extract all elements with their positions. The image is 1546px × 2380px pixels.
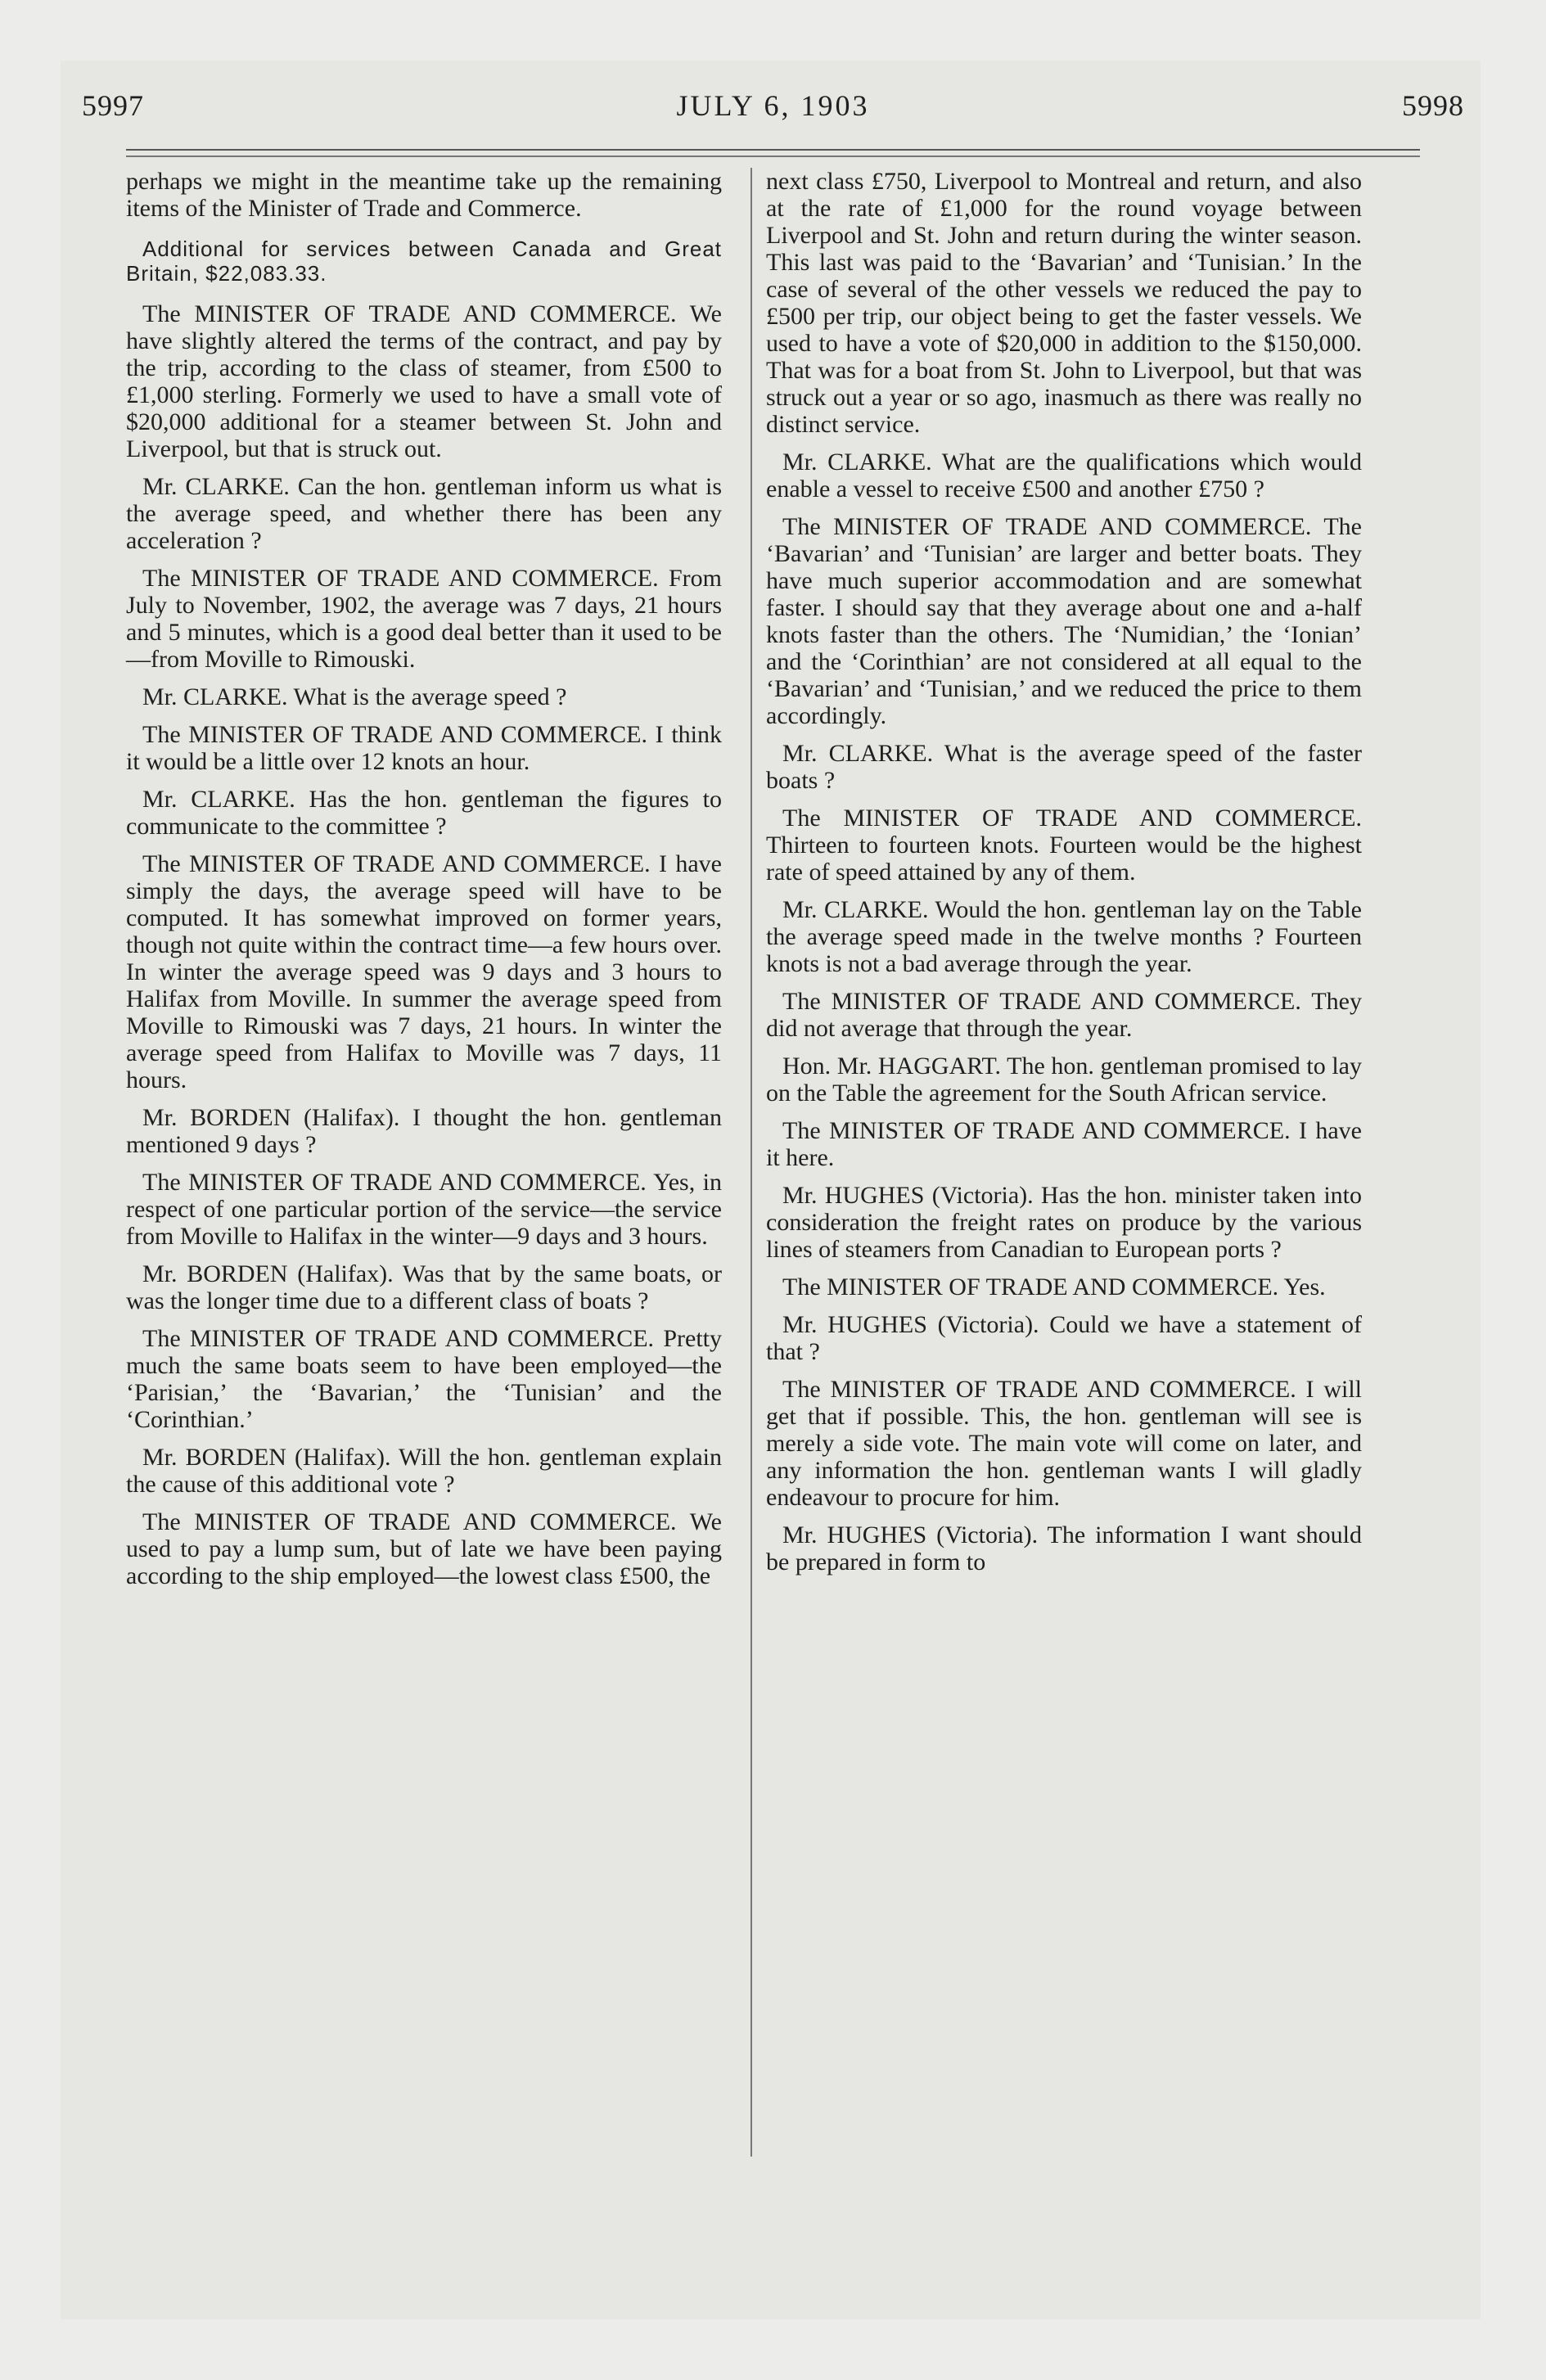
paragraph: Mr. HUGHES (Victoria). Could we have a statement of that ? [766, 1311, 1362, 1365]
paragraph: perhaps we might in the meantime take up the remaining items of the Minister of Trade and Commerce. [126, 168, 722, 222]
paragraph: Mr. CLARKE. Can the hon. gentleman inform us what is the average speed, and whether there has been any acceleration ? [126, 473, 722, 554]
paragraph: The MINISTER OF TRADE AND COMMERCE. I think it would be a little over 12 knots an hour. [126, 721, 722, 775]
paragraph: Mr. CLARKE. What are the qualifications which would enable a vessel to receive £500 and another £750 ? [766, 449, 1362, 503]
paragraph: Mr. HUGHES (Victoria). Has the hon. minister taken into consideration the freight rates on produce by the various lines of steamers from Canadian to European ports ? [766, 1182, 1362, 1263]
right-column [766, 168, 1362, 1586]
header-rule-second [126, 156, 1420, 157]
page-date: JULY 6, 1903 [676, 89, 870, 122]
paragraph: The MINISTER OF TRADE AND COMMERCE. Pretty much the same boats seem to have been employed—the ‘Parisian,’ the ‘Bavarian,’ the ‘Tunisian’ and the ‘Corinthian.’ [126, 1325, 722, 1433]
paragraph: Hon. Mr. HAGGART. The hon. gentleman promised to lay on the Table the agreement for the South African service. [766, 1053, 1362, 1107]
paragraph: next class £750, Liverpool to Montreal and return, and also at the rate of £1,000 for the round voyage between Liverpool and St. John and return during the winter season. This last was paid to the ‘Bavarian’ and ‘Tunisian.’ In the case of several of the other vessels we reduced the pay to £500 per trip, our object being to get the faster vessels. We used to have a vote of $20,000 in addition to the $150,000. That was for a boat from St. John to Liverpool, but that was struck out a year or so ago, inasmuch as there was really no distinct service. [766, 168, 1362, 438]
paragraph: Mr. CLARKE. What is the average speed of the faster boats ? [766, 740, 1362, 794]
paragraph: The MINISTER OF TRADE AND COMMERCE. They did not average that through the year. [766, 988, 1362, 1042]
paragraph: The MINISTER OF TRADE AND COMMERCE. I have simply the days, the average speed will have to be computed. It has somewhat improved on former years, though not quite within the contract time—a few hours over. In winter the average speed was 9 days and 3 hours to Halifax from Moville. In summer the average speed from Moville to Rimouski was 7 days, 21 hours. In winter the average speed from Halifax to Moville was 7 days, 11 hours. [126, 850, 722, 1093]
paragraph: The MINISTER OF TRADE AND COMMERCE. Thirteen to fourteen knots. Fourteen would be the highest rate of speed attained by any of them. [766, 805, 1362, 886]
page-header [65, 88, 1481, 137]
right-page-number: 5998 [1402, 89, 1464, 122]
paragraph: The MINISTER OF TRADE AND COMMERCE. We have slightly altered the terms of the contract, and pay by the trip, according to the class of steamer, from £500 to £1,000 sterling. Formerly we used to have a small vote of $20,000 additional for a steamer between St. John and Liverpool, but that is struck out. [126, 300, 722, 462]
left-page-number: 5997 [82, 89, 144, 122]
paragraph: Mr. CLARKE. Has the hon. gentleman the figures to communicate to the committee ? [126, 786, 722, 840]
paragraph: Mr. CLARKE. Would the hon. gentleman lay on the Table the average speed made in the twelve months ? Fourteen knots is not a bad average through the year. [766, 896, 1362, 977]
paragraph: The MINISTER OF TRADE AND COMMERCE. The ‘Bavarian’ and ‘Tunisian’ are larger and better boats. They have much superior accommodation and are somewhat faster. I should say that they average about one and a-half knots faster than the others. The ‘Numidian,’ the ‘Ionian’ and the ‘Corinthian’ are not considered at all equal to the ‘Bavarian’ and ‘Tunisian,’ and we reduced the price to them accordingly. [766, 513, 1362, 729]
paragraph: Mr. HUGHES (Victoria). The information I want should be prepared in form to [766, 1521, 1362, 1575]
left-column [126, 168, 722, 1600]
column-divider [750, 168, 752, 2157]
header-rule [126, 149, 1420, 151]
paragraph: Mr. BORDEN (Halifax). Was that by the same boats, or was the longer time due to a different class of boats ? [126, 1260, 722, 1314]
paragraph: The MINISTER OF TRADE AND COMMERCE. Yes. [782, 1273, 1326, 1300]
paragraph: Mr. BORDEN (Halifax). I thought the hon. gentleman mentioned 9 days ? [126, 1104, 722, 1158]
paragraph: The MINISTER OF TRADE AND COMMERCE. Yes, in respect of one particular portion of the service—the service from Moville to Halifax in the winter—9 days and 3 hours. [126, 1169, 722, 1250]
paragraph: The MINISTER OF TRADE AND COMMERCE. I have it here. [766, 1117, 1362, 1171]
paragraph: The MINISTER OF TRADE AND COMMERCE. We used to pay a lump sum, but of late we have been paying according to the ship employed—the lowest class £500, the [126, 1508, 722, 1589]
paragraph: The MINISTER OF TRADE AND COMMERCE. From July to November, 1902, the average was 7 days, 21 hours and 5 minutes, which is a good deal better than it used to be—from Moville to Rimouski. [126, 565, 722, 673]
vote-item: Additional for services between Canada and Great Britain, $22,083.33. [126, 237, 722, 286]
paragraph: Mr. CLARKE. What is the average speed ? [142, 683, 567, 710]
paragraph: The MINISTER OF TRADE AND COMMERCE. I will get that if possible. This, the hon. gentleman will see is merely a side vote. The main vote will come on later, and any information the hon. gentleman wants I will gladly endeavour to procure for him. [766, 1376, 1362, 1511]
paragraph: Mr. BORDEN (Halifax). Will the hon. gentleman explain the cause of this additional vote ? [126, 1444, 722, 1498]
